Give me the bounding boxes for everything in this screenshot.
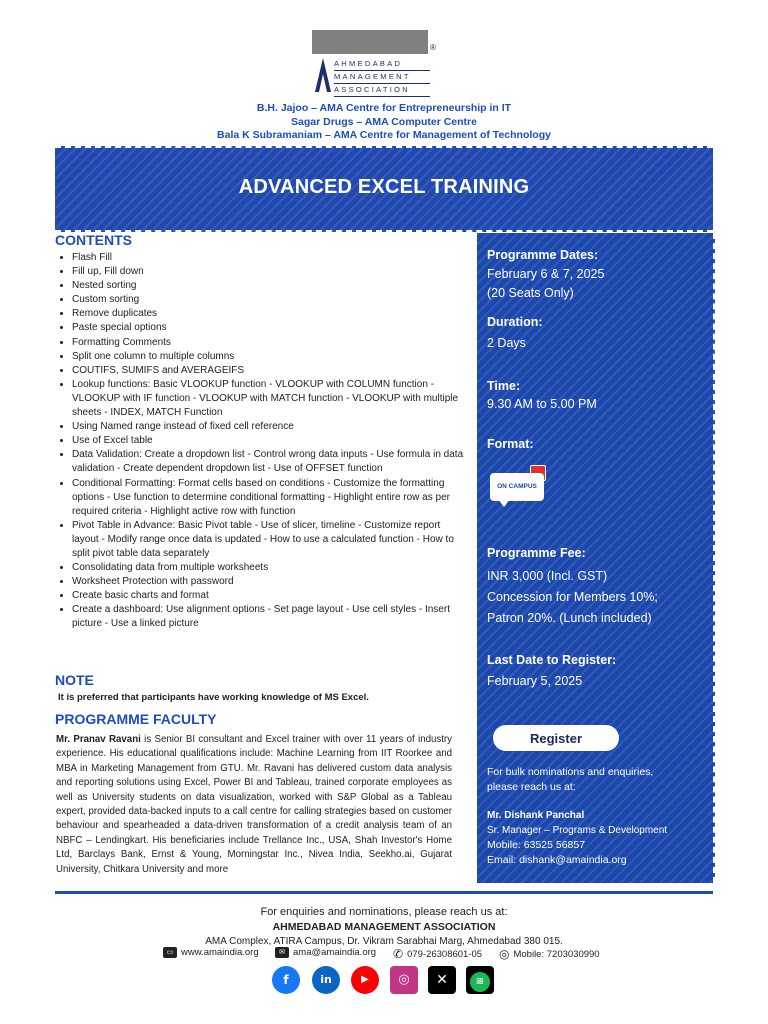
instagram-icon[interactable]: ◎ <box>390 966 418 994</box>
bulk-line-2: please reach us at: <box>487 781 576 793</box>
contents-item: • Paste special options <box>72 321 467 335</box>
note-heading: NOTE <box>55 672 94 688</box>
logo-word: MANAGEMENT <box>334 71 430 84</box>
duration-value: 2 Days <box>487 336 526 350</box>
centre-line: B.H. Jajoo – AMA Centre for Entrepreneurship in IT <box>256 102 512 114</box>
contents-heading: CONTENTS <box>55 232 132 248</box>
contents-item: • Pivot Table in Advance: Basic Pivot table - Use of slicer, timeline - Customize report layout - Modify range once data is updated - How to use a calculated function - How to split pivot table data separately <box>72 519 467 561</box>
mail-icon: ✉ <box>275 947 289 958</box>
linkedin-icon[interactable]: in <box>312 966 340 994</box>
contents-list <box>58 251 467 632</box>
logo-bar <box>312 30 428 54</box>
contents-item: • Create basic charts and format <box>72 589 467 603</box>
web-icon: ▭ <box>163 947 177 958</box>
fee-label: Programme Fee: <box>487 546 586 560</box>
fee-value: INR 3,000 (Incl. GST) <box>487 569 608 583</box>
on-campus-label: ON CAMPUS <box>490 473 544 501</box>
registered-mark: ® <box>430 43 436 52</box>
faculty-heading: PROGRAMME FACULTY <box>55 711 217 727</box>
contact-role: Sr. Manager – Programs & Development <box>487 825 668 836</box>
footer-divider <box>55 891 713 894</box>
contents-item: • Data Validation: Create a dropdown list - Control wrong data inputs - Use formula in data validation - Create dependent dropdown list - Use of OFFSET function <box>72 448 467 476</box>
footer <box>0 905 768 949</box>
contact-name: Mr. Dishank Panchal <box>487 810 585 821</box>
duration-label: Duration: <box>487 315 543 329</box>
contents-item: • Create a dashboard: Use alignment options - Set page layout - Use cell styles - Insert picture - Use a linked picture <box>72 603 467 631</box>
page-title: ADVANCED EXCEL TRAINING <box>238 176 530 198</box>
dates-value: February 6 & 7, 2025 <box>487 267 605 281</box>
contents-item: • Using Named range instead of fixed cell reference <box>72 420 467 434</box>
youtube-icon[interactable]: ▶ <box>351 966 379 994</box>
phone-icon: ✆ <box>393 947 404 961</box>
contents-item: • Fill up, Fill down <box>72 265 467 279</box>
logo-wordmark <box>334 58 430 97</box>
footer-enquiries: For enquiries and nominations, please reach us at: <box>260 906 508 918</box>
format-label: Format: <box>487 437 534 451</box>
contents-item: • Consolidating data from multiple worksheets <box>72 561 467 575</box>
faculty-name: Mr. Pranav Ravani <box>56 734 141 745</box>
centre-line: Bala K Subramaniam – AMA Centre for Management of Technology <box>217 129 551 141</box>
contact-block <box>487 808 712 868</box>
contents-item: • Conditional Formatting: Format cells based on conditions - Customize the formatting options - Use function to determine conditional formatting - Highlight entire row as per required criteria - Highlight active row with function <box>72 477 467 519</box>
footer-org: AHMEDABAD MANAGEMENT ASSOCIATION <box>272 921 496 933</box>
mobile-contact <box>499 947 600 961</box>
faculty-bio <box>56 733 452 877</box>
contents-item: • Custom sorting <box>72 293 467 307</box>
social-links <box>272 966 498 996</box>
contents-item: • Use of Excel table <box>72 434 467 448</box>
email-text: ama@amaindia.org <box>293 947 377 958</box>
fee-patron: Patron 20%. (Lunch included) <box>487 611 652 625</box>
centre-line: Sagar Drugs – AMA Computer Centre <box>291 115 477 128</box>
last-date-value: February 5, 2025 <box>487 674 583 688</box>
fee-concession: Concession for Members 10%; <box>487 590 658 604</box>
title-banner <box>55 146 713 232</box>
footer-address: AMA Complex, ATIRA Campus, Dr. Vikram Sarabhai Marg, Ahmedabad 380 015. <box>205 936 563 947</box>
logo-word: AHMEDABAD <box>334 58 430 71</box>
email-link[interactable] <box>275 947 376 958</box>
contents-item: • Worksheet Protection with password <box>72 575 467 589</box>
on-campus-badge <box>490 465 548 510</box>
contact-email[interactable]: Email: dishank@amaindia.org <box>487 854 627 866</box>
speech-bubble-tail <box>498 499 510 507</box>
bulk-line-1: For bulk nominations and enquiries, <box>487 766 654 778</box>
whatsapp-icon: ◎ <box>499 947 510 961</box>
time-label: Time: <box>487 379 521 393</box>
contents-item: • Split one column to multiple columns <box>72 350 467 364</box>
phone-contact <box>393 947 482 961</box>
contents-item: • Flash Fill <box>72 251 467 265</box>
x-icon[interactable]: ✕ <box>428 966 456 994</box>
programme-info-panel <box>477 233 715 883</box>
time-value: 9.30 AM to 5.00 PM <box>487 397 597 411</box>
faculty-bio-text: is Senior BI consultant and Excel trainer with over 11 years of industry experience. His educational qualifications include: Machine Learning from IIT Roorkee and MBA in Marketing Management from GTU. Mr. Ravani has delivered custom data analysis and reporting solutions using Excel, Power BI and Tableau, trained corporate employees as well as University students on data visualization, worked with S&P Global as a Tableau expert, provided data-backed inputs to a call centre for calling strategies based on customer behaviour and spearheaded a data-driven transformation of a credit analysis team of an NBFC – Lendingkart. His beneficiaries include Trellance Inc., USA, Shah Investor's Home Ltd, Barclays Bank, Ernst & Young, Morningstar Inc., Nivea India, Seekho.ai, Gujarat University, Chitkara University and more <box>56 734 452 875</box>
centres-list <box>0 102 768 143</box>
mobile-text: Mobile: 7203030990 <box>513 948 600 960</box>
contents-item: • Lookup functions: Basic VLOOKUP function - VLOOKUP with COLUMN function - VLOOKUP with IF function - VLOOKUP with MATCH function - VLOOKUP with multiple sheets - INDEX, MATCH Function <box>72 378 467 420</box>
dates-label: Programme Dates: <box>487 248 599 262</box>
website-text: www.amaindia.org <box>181 947 259 958</box>
logo-mark-icon <box>314 56 332 94</box>
logo-word: ASSOCIATION <box>334 84 430 97</box>
phone-text: 079-26308601-05 <box>407 948 483 960</box>
contents-item: • Remove duplicates <box>72 307 467 321</box>
contents-item: • Nested sorting <box>72 279 467 293</box>
ama-logo <box>312 30 440 100</box>
last-date-label: Last Date to Register: <box>487 653 617 667</box>
note-text: It is preferred that participants have working knowledge of MS Excel. <box>58 692 369 703</box>
contact-mobile: Mobile: 63525 56857 <box>487 839 586 851</box>
website-link[interactable] <box>163 947 259 958</box>
footer-contacts <box>163 947 613 963</box>
contents-item: • Formatting Comments <box>72 336 467 350</box>
facebook-icon[interactable]: f <box>272 966 300 994</box>
register-button[interactable]: Register <box>493 725 619 751</box>
spotify-icon[interactable]: ≋ <box>466 966 494 994</box>
contents-item: • COUTIFS, SUMIFS and AVERAGEIFS <box>72 364 467 378</box>
seats-value: (20 Seats Only) <box>487 286 574 300</box>
